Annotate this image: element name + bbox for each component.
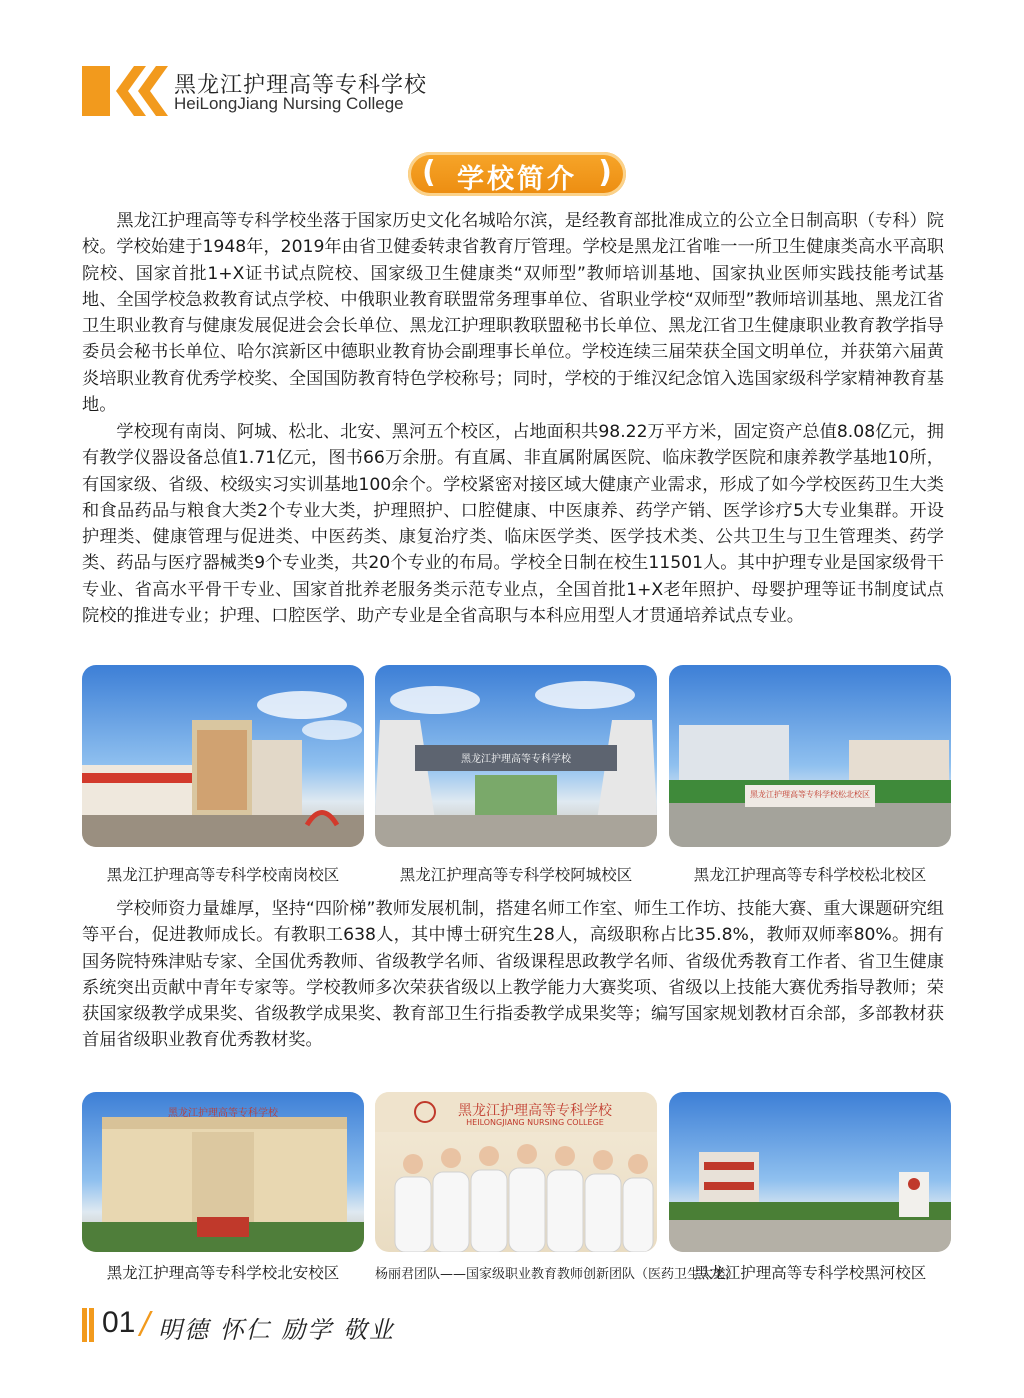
footer-accent-bar — [82, 1308, 87, 1342]
paren-left-icon: ( — [422, 155, 436, 190]
photo-heihe-campus — [669, 1092, 951, 1252]
photo-nangang-campus — [82, 665, 364, 847]
intro-paragraph-1: 黑龙江护理高等专科学校坐落于国家历史文化名城哈尔滨，是经教育部批准成立的公立全日制高职（专科）院校。学校始建于1948年，2019年由省卫健委转隶省教育厅管理。学校是黑龙江省唯一一所卫生健康类高水平高职院校、国家首批1+X证书试点院校、国家级卫生健康类“双师型”教师培训基地、国家执业医师实践技能考试基地、全国学校急救教育试点学校、中俄职业教育联盟常务理事单位、省职业学校“双师型”教师培训基地、黑龙江省卫生职业教育与健康发展促进会会长单位、黑龙江护理职教联盟秘书长单位、黑龙江省卫生健康职业教育教学指导委员会秘书长单位、哈尔滨新区中德职业教育协会副理事长单位。学校连续三届荣获全国文明单位，并获第六届黄炎培职业教育优秀学校奖、全国国防教育特色学校称号；同时，学校的于维汉纪念馆入选国家级科学家精神教育基地。 — [82, 211, 944, 416]
school-name-cn: 黑龙江护理高等专科学校 — [174, 73, 428, 98]
page-header — [82, 66, 542, 116]
footer-accent-bar-2 — [89, 1308, 94, 1342]
photo-acheng-campus — [375, 665, 657, 847]
caption-beian: 黑龙江护理高等专科学校北安校区 — [106, 1264, 340, 1282]
photo-beian-campus — [82, 1092, 364, 1252]
chevron-left-icon — [112, 66, 172, 116]
school-name-en: HeiLongJiang Nursing College — [174, 94, 404, 113]
caption-acheng: 黑龙江护理高等专科学校阿城校区 — [399, 866, 633, 884]
caption-teacher-team: 杨丽君团队——国家级职业教育教师创新团队（医药卫生大类） — [375, 1267, 740, 1282]
team-backdrop-sign-en: HEILONGJIANG NURSING COLLEGE — [466, 1118, 604, 1127]
photo-teacher-team — [375, 1092, 657, 1252]
caption-songbei: 黑龙江护理高等专科学校松北校区 — [693, 866, 927, 884]
intro-paragraph-2: 学校现有南岗、阿城、松北、北安、黑河五个校区，占地面积共98.22万平方米，固定资产总值8.08亿元，拥有教学仪器设备总值1.71亿元，图书66万余册。有直属、非直属附属医院、临床教学医院和康养教学基地10所，有国家级、省级、校级实习实训基地100余个。学校紧密对接区域大健康产业需求，形成了如今学校医药卫生大类和食品药品与粮食大类2个专业大类，护理照护、口腔健康、中医康养、药学产销、医学诊疗5大专业集群。开设护理类、健康管理与促进类、中医药类、康复治疗类、临床医学类、医学技术类、公共卫生与卫生管理类、药学类、药品与医疗器械类9个专业类，共20个专业的布局。学校全日制在校生11501人。其中护理专业是国家级骨干专业、省高水平骨干专业、国家首批养老服务类示范专业点，全国首批1+X老年照护、母婴护理等证书制度试点院校的推进专业；护理、口腔医学、助产专业是全省高职与本科应用型人才贯通培养试点专业。 — [82, 422, 944, 627]
acheng-gate-sign: 黑龙江护理高等专科学校 — [461, 754, 571, 765]
header-accent-block — [82, 66, 110, 116]
section-title: 学校简介 — [457, 164, 577, 195]
caption-heihe: 黑龙江护理高等专科学校黑河校区 — [693, 1264, 927, 1282]
paren-right-icon: ) — [598, 155, 612, 190]
caption-nangang: 黑龙江护理高等专科学校南岗校区 — [106, 866, 340, 884]
team-backdrop-sign: 黑龙江护理高等专科学校 — [458, 1103, 612, 1119]
school-motto: 明德 怀仁 励学 敬业 — [158, 1316, 395, 1344]
photo-songbei-campus — [669, 665, 951, 847]
beian-roof-sign: 黑龙江护理高等专科学校 — [168, 1108, 278, 1119]
page-number: 01 — [102, 1306, 136, 1339]
section-title-badge — [408, 152, 626, 196]
footer-slash: / — [140, 1306, 151, 1341]
intro-paragraph-3: 学校师资力量雄厚，坚持“四阶梯”教师发展机制，搭建名师工作室、师生工作坊、技能大赛、重大课题研究组等平台，促进教师成长。有教职工638人，其中博士研究生28人，高级职称占比35.8%，教师双师率80%。拥有国务院特殊津贴专家、全国优秀教师、省级教学名师、省级课程思政教学名师、省级优秀教育工作者、省卫生健康系统突出贡献中青年专家等。学校教师多次荣获省级以上教学能力大赛奖项、省级以上技能大赛优秀指导教师；荣获国家级教学成果奖、省级教学成果奖、教育部卫生行指委教学成果奖等；编写国家规划教材百余部，多部教材获首届省级职业教育优秀教材奖。 — [82, 899, 944, 1051]
songbei-stone-sign: 黑龙江护理高等专科学校松北校区 — [750, 790, 870, 799]
